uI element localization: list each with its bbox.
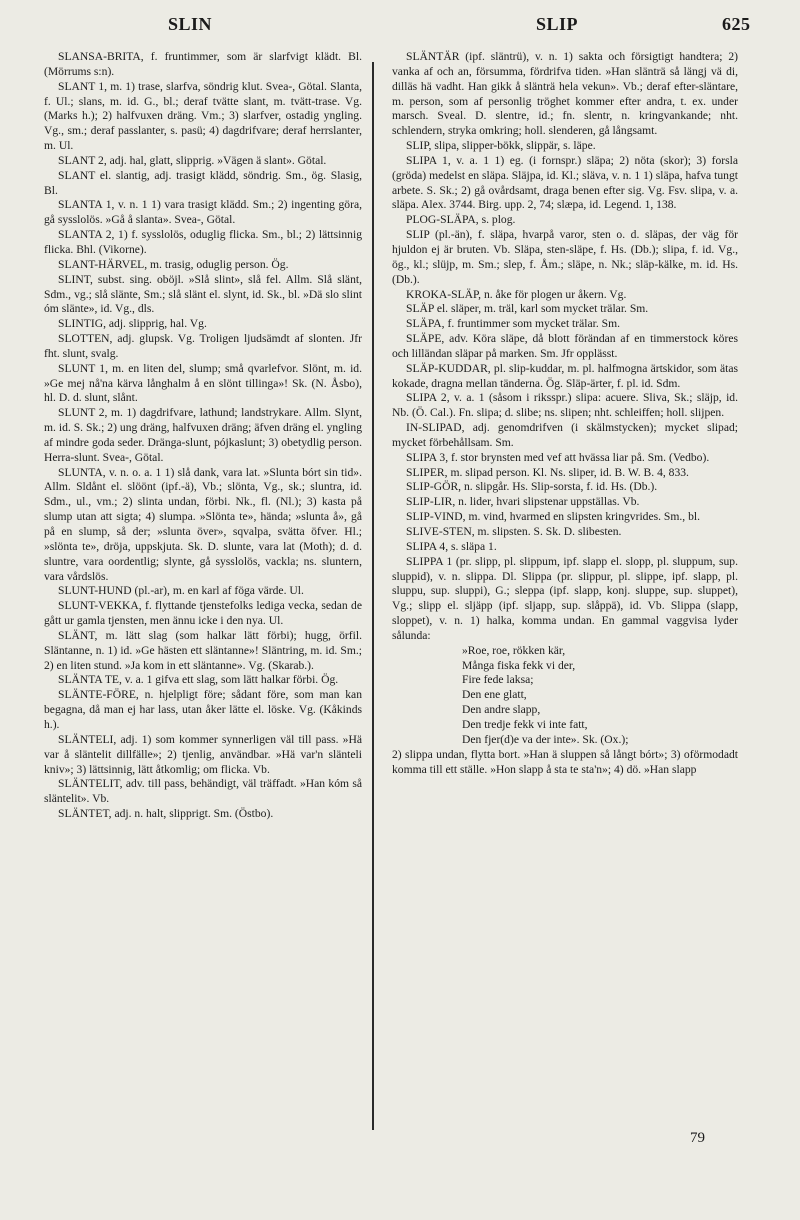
entry: SLUNT 2, m. 1) dagdrifvare, lathund; landstrykare. Allm. Slynt, m. id. S. Sk.; 2) ung dräng, halfvuxen dräng; äfven dräng el. yngling af mindre goda seder. Dränga-slunt, pójkaslunt; 3) obetydlig person. Herra-slunt. Svea-, Götal. — [44, 406, 362, 464]
entry: SLIVE-STEN, m. slipsten. S. Sk. D. slibesten. — [406, 525, 622, 538]
verse-line: Den fjer(d)e va der inte». Sk. (Ox.); — [462, 732, 629, 746]
verse-line: Den ene glatt, — [462, 688, 527, 702]
entry: SLANT-HÄRVEL, m. trasig, oduglig person. Ög. — [58, 257, 289, 271]
entry: SLOTTEN, adj. glupsk. Vg. Troligen ljudsämdt af slonten. Jfr fht. slunt, svalg. — [44, 332, 362, 360]
entry: SLÄP-KUDDAR, pl. slip-kuddar, m. pl. halfmogna ärtskidor, som ätas kokade, dragna mellan tänderna. Ög. Släp-ärter, f. pl. id. Sdm. — [392, 361, 738, 390]
entry: SLINTIG, adj. slipprig, hal. Vg. — [58, 317, 207, 331]
entry: SLÄP el. släper, m. träl, karl som mycket trälar. Sm. — [406, 302, 649, 316]
entry: SLÄNTÄR (ipf. släntrü), v. n. 1) sakta och försigtigt handtera; 2) vanka af och an, försumma, fördrifva tiden. »Han slänträ så längj vä di, dilläs hä vadht. Han gikk å slänträ hela vekun». Vb.; deraf efter-släntare, m. person, som af personlig tröghet kommer efter andra, t. ex. under marsch. Sveal. D. slentre, id.; fn. slentr, n. kringvankande; nht. schlendern, stryka omkring; holl. slenderen, gå långsamt. — [392, 50, 738, 138]
entry: SLÄNTET, adj. n. halt, slipprigt. Sm. (Östbo). — [58, 807, 274, 821]
entry: SLUNT-VEKKA, f. flyttande tjenstefolks lediga vecka, sedan de gått ur gamla tjensten, men ännu icke i den nya. Ul. — [44, 599, 362, 628]
entry: SLANT 2, adj. hal, glatt, slipprig. »Vägen ä slant». Götal. — [58, 153, 327, 167]
verse-line: Fire fede laksa; — [462, 673, 534, 687]
entry: SLÄNT, m. lätt slag (som halkar lätt förbi); hugg, örfil. Släntanne, n. 1) id. »Ge hästen ett släntanne»! Släntring, m. id. Sm.; 2) en liten stund. »Ja kom in ett släntanne». Vg. (Skarab.). — [44, 628, 362, 672]
entry: SLIPA 3, f. stor brynsten med vef att hvässa liar på. Sm. (Vedbo). — [406, 450, 710, 464]
entry: SLIPA 1, v. a. 1 1) eg. (i fornspr.) släpa; 2) nöta (skor); 3) forsla (gröda) medelst en släpa. Släjpa, id. Kl.; släva, v. n. 1 1) släpa, hafva tungt arbete. S. Sk.; 2) gå ovårdsamt, draga benen efter sig. Vg. Fsv. slipa, v. a. släpa. Alex. 3744. Birg. upp. 2, 74; slæpa, id. Legend. 1, 138. — [392, 153, 738, 212]
entry: SLÄNTELIT, adv. till pass, behändigt, väl träffadt. »Han kóm så släntelit». Vb. — [44, 777, 362, 806]
column-divider — [372, 62, 374, 1130]
entry: SLIPA 4, s. släpa 1. — [406, 539, 497, 553]
entry-continuation: 2) slippa undan, flytta bort. »Han ä sluppen så långt bórt»; 3) oförmodadt komma till ett ställe. »Hon slapp å sta te sta'n»; 4) dö. »Han slapp — [392, 747, 738, 776]
right-column — [392, 50, 738, 1140]
entry: SLIP-LIR, n. lider, hvari slipstenar uppställas. Vb. — [406, 495, 640, 509]
left-column — [44, 50, 362, 1140]
entry: KROKA-SLÄP, n. åke för plogen ur åkern. Vg. — [406, 287, 627, 301]
entry: SLUNTA, v. n. o. a. 1 1) slå dank, vara lat. »Slunta bórt sin tid». Allm. Sldånt el. slöönt (ipf.-ä), Vb.; slönta, Vg., sk.; sluntra, id. Sdm., ul., vm.; 2) slinta undan, förbi. Nk., fl. (Nl.); 3) kasta på slump utan att sigta; 4) slumpa. »Slönta te», hända; »slunta å», gå på en slump, så der; »slunta över», sqvalpa, svätta öfver. Hl.; »slönta te», dröja, uppskjuta. Sk. D. slunte, vara lat (Moth); d. d. sluntre, vara oordentlig; slynte, gå sysslolös, vackla; ns. sluntern, vara vårdslös. — [44, 465, 362, 583]
entry: SLIPPA 1 (pr. slipp, pl. slippum, ipf. slapp el. slopp, pl. sluppum, sup. sluppid), v. n. slippa. Dl. Slippa (pr. slippur, pl. slippe, ipf. slapp, pl. sluppu, sup. sluppi), G.; sleppa (ipf. slapp, konj. sluppe, sup. sluppet), Vg.; slipp el. sljäpp (ipf. sljapp, sup. slåppä), id. Vb. Slippa (slapp, sloppet), v. n. 1) halka, komma undan. En gammal vaggvisa lyder sålunda: — [392, 554, 738, 642]
entry: SLÄPA, f. fruntimmer som mycket trälar. Sm. — [406, 317, 621, 331]
page-number: 625 — [722, 14, 751, 34]
entry: SLANTA 1, v. n. 1 1) vara trasigt klädd. Sm.; 2) ingenting göra, gå sysslolös. »Gå å slanta». Svea-, Götal. — [44, 198, 362, 227]
running-header — [0, 14, 800, 44]
entry: SLUNT 1, m. en liten del, slump; små qvarlefvor. Slönt, m. id. »Ge mej nå'na kärva långhalm å en slönt tillinga»! Sk. (N. Åsbo), hl. D. d. slunt, slånt. — [44, 361, 362, 405]
entry: SLIP, slipa, slipper-bökk, slippär, s. läpe. — [406, 139, 596, 153]
entry: SLINT, subst. sing. oböjl. »Slå slint», slå fel. Allm. Slå slänt, Sdm., vg.; slå slänte, Sm.; slå slänt el. slynt, id. Sk., bl. »Dä slo slint óm slänte», id. Vg., dls. — [44, 272, 362, 316]
header-right-word: SLIP — [536, 14, 579, 34]
entry: SLÄNTE-FÖRE, n. hjelpligt före; sådant före, som man kan begagna, då man ej har lass, utan åker lätte el. löske. Vg. (Kåkinds h.). — [44, 688, 362, 731]
entry: SLANT 1, m. 1) trase, slarfva, söndrig klut. Svea-, Götal. Slanta, f. Ul.; slans, m. id. G., bl.; deraf tvätte slant, m. tvätt-trase. Vg. (Marks h.); 2) halfvuxen dräng. Vm.; 3) slarfver, ostadig yngling. Vg., sm.; deraf passlanter, s. pasü; 4) dagdrifvare; deraf herrslanter, m. Ul. — [44, 79, 362, 153]
entry: IN-SLIPAD, adj. genomdrifven (i skälmstycken); mycket slipad; mycket förbehållsam. Sm. — [392, 421, 738, 449]
entry: SLANSA-BRITA, f. fruntimmer, som är slarfvigt klädt. Bl. (Mörrums s:n). — [44, 50, 362, 78]
entry: SLÄNTA TE, v. a. 1 gifva ett slag, som lätt halkar förbi. Ög. — [58, 673, 339, 687]
entry: SLIPA 2, v. a. 1 (såsom i riksspr.) slipa: acuere. Sliva, Sk.; släjp, id. Nb. (Ö. Cal.). Fn. slipa; d. slibe; ns. slipen; nht. schleiffen; holl. slijpen. — [392, 391, 738, 420]
entry: SLIP (pl.-än), f. släpa, hvarpå varor, sten o. d. släpas, der väg för hjuldon ej är bruten. Vb. Släpa, sten-släpe, f. Hs. (Db.); slipa, f. id. Vg., ög., kl.; slüjp, m. Sm.; slep, f. Åm.; släpe, n. Nk.; släp-kälke, m. id. Hs. (Db.). — [392, 228, 738, 286]
lullaby-verse — [392, 644, 738, 748]
entry: PLOG-SLÄPA, s. plog. — [406, 213, 516, 227]
entry: SLÄPE, adv. Köra släpe, då blott förändan af en timmerstock köres och lilländan släpar på marken. Sm. Jfr opplässt. — [392, 332, 738, 360]
signature-mark: 79 — [690, 1130, 705, 1146]
entry: SLIP-GÖR, n. slipgår. Hs. Slip-sorsta, f. id. Hs. (Db.). — [406, 480, 658, 494]
header-left-word: SLIN — [168, 14, 213, 34]
verse-line: Den andre slapp, — [462, 703, 541, 717]
entry: SLANTA 2, 1) f. sysslolös, oduglig flicka. Sm., bl.; 2) lättsinnig flicka. Bhl. (Vikorne). — [44, 228, 362, 256]
verse-line: Många fiska fekk vi der, — [462, 658, 576, 672]
verse-line: »Roe, roe, rökken kär, — [462, 643, 566, 657]
verse-line: Den tredje fekk vi inte fatt, — [462, 717, 588, 731]
entry: SLÄNTELI, adj. 1) som kommer synnerligen väl till pass. »Hä var å släntelit dillfälle»; 2) tjenlig, användbar. »Hä var'n slänteli kniv»; 3) lättsinnig, lätt åtkomlig; om flicka. Vb. — [44, 732, 362, 776]
entry: SLUNT-HUND (pl.-ar), m. en karl af föga värde. Ul. — [58, 584, 304, 598]
entry: SLANT el. slantig, adj. trasigt klädd, söndrig. Sm., ög. Slasig, Bl. — [44, 168, 362, 197]
entry: SLIPER, m. slipad person. Kl. Ns. sliper, id. B. W. B. 4, 833. — [406, 465, 689, 479]
entry: SLIP-VIND, m. vind, hvarmed en slipsten kringvrides. Sm., bl. — [406, 510, 701, 524]
